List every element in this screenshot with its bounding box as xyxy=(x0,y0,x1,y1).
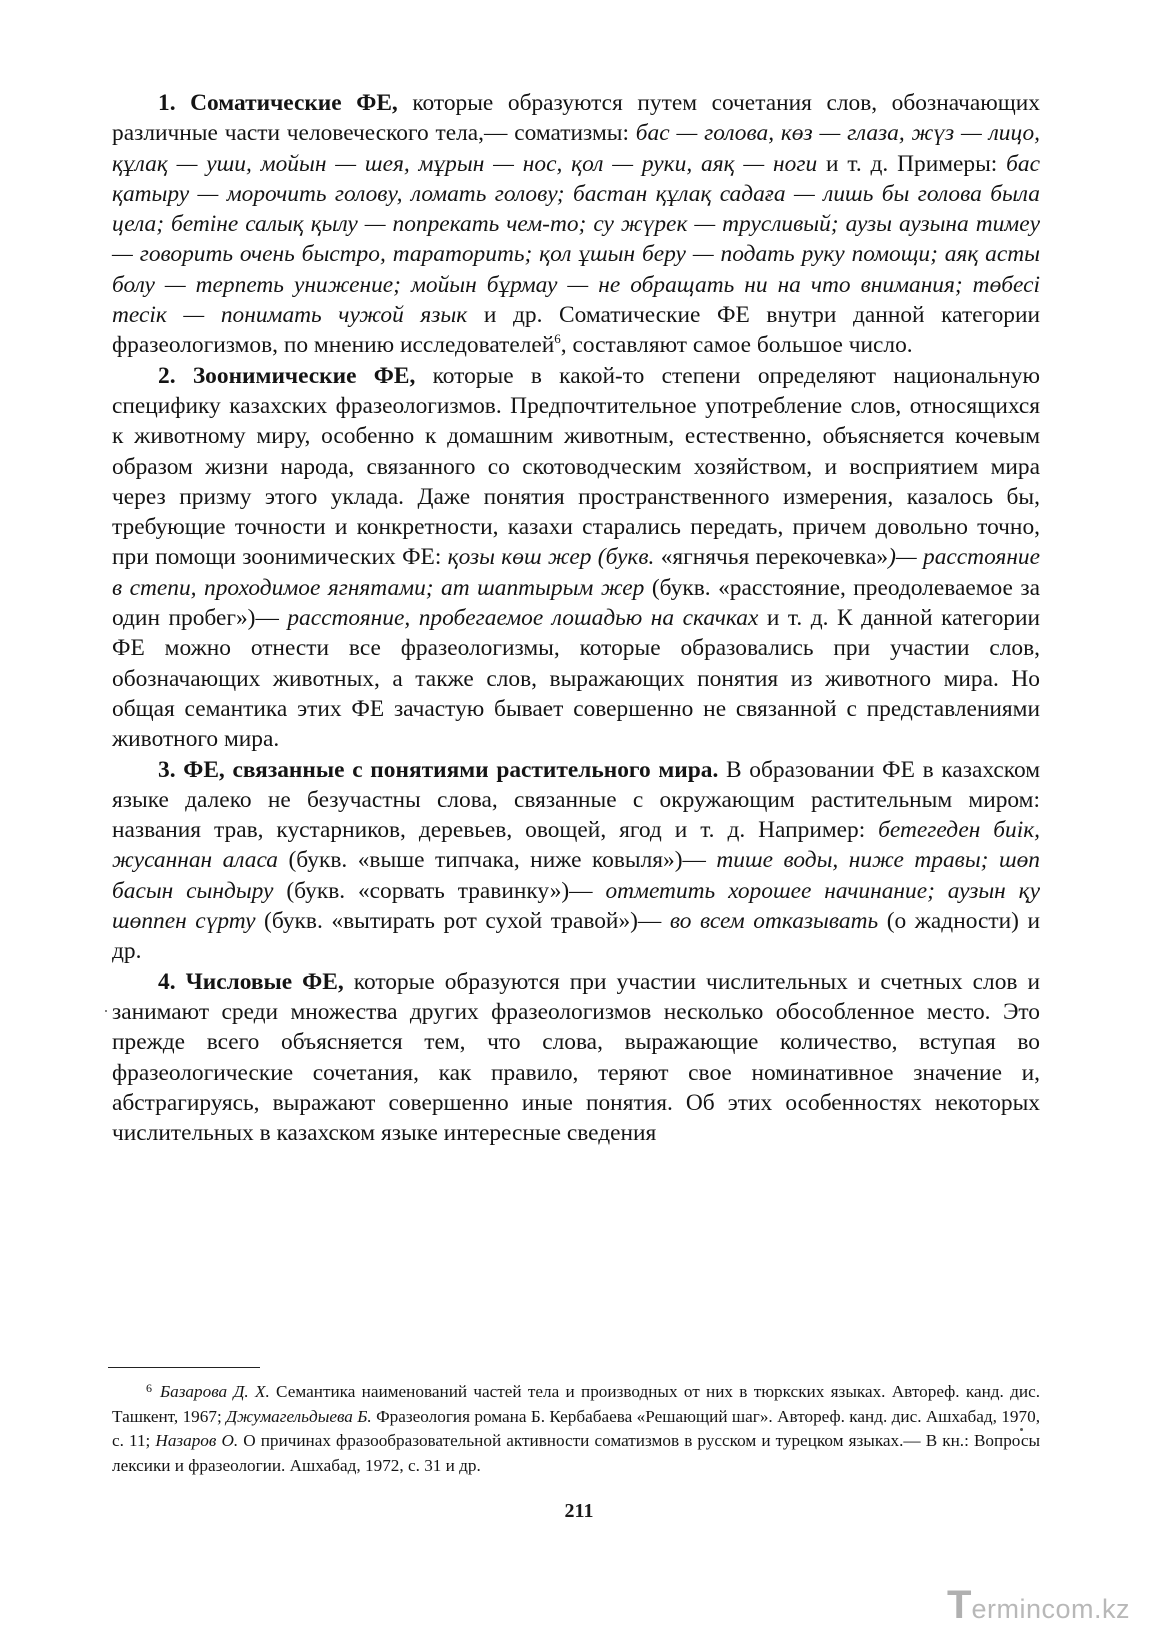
paragraph-text: и т. д. К данной категории ФЕ можно отнести все фразеологизмы, которые образовались при участии слов, обозначающих животных, а также слов, выражающих понятия из животного мира. Но общая семантика этих ФЕ зачастую бывает совершенно не связанной с представлениями животного мира. xyxy=(112,605,1040,753)
example-text: отметить хорошее начинание; аузын қу шөппен сүрту xyxy=(112,877,1040,935)
example-text: бетегеден биік, жусаннан аласа xyxy=(112,817,1041,874)
example-text: қозы көш жер (букв. xyxy=(447,544,655,571)
footnote-citation: О причинах фразообразовательной активности соматизмов в русском и турецком языках.— В кн.: Вопросы лексики и фразеологии. Ашхабад, 1972, с. 31 и др. xyxy=(112,1431,1040,1475)
paragraph-text: , составляют самое большое число. xyxy=(560,332,913,359)
paragraph-text: которые образуются при участии числительных и счетных слов и занимают среди множества других фразеологизмов несколько обособленное место. Это прежде всего объясняется тем, что слова, выражающие количество, вступая во фразеологические сочетания, как правило, теряют свое номинативное значение и, абстрагируясь, выражают совершенно иные понятия. Об этих особенностях некоторых числительных в казахском языке интересные сведения xyxy=(112,968,1040,1147)
paragraph-text: и т. д. Примеры: xyxy=(817,150,1007,177)
paragraph-text: (о жадности) и др. xyxy=(112,908,1041,965)
paragraph-text: (букв. «выше типчака, ниже ковыля»)— xyxy=(277,847,717,874)
page-body xyxy=(112,88,1040,1148)
footnote-mark: 6 xyxy=(146,1381,152,1395)
heading-plant: 3. ФЕ, связанные с понятиями растительного мира. xyxy=(158,756,719,783)
example-text: бас — голова, көз — глаза, жүз — лицо, құлақ — уши, мойын — шея, мұрын — нос, қол — руки, аяқ — ноги xyxy=(112,120,1040,177)
paragraph-zoonymic xyxy=(112,361,1040,755)
footnote-author: Джумагельдыева Б. xyxy=(226,1406,372,1426)
heading-numeric: 4. Числовые ФЕ, xyxy=(158,968,344,995)
footnote-author: Назаров О. xyxy=(155,1431,239,1450)
example-text: )— расстояние в степи, проходимое ягнятами; ат шаптырым жер xyxy=(112,544,1041,601)
footnote-citation: Семантика наименований частей тела и производных от них в тюркских языках. Автореф. канд. дис. Ташкент, 1967; xyxy=(112,1382,1040,1426)
footnote-author: Базарова Д. Х. xyxy=(160,1382,270,1401)
paragraph-text: В образовании ФЕ в казахском языке далеко не безучастны слова, связанные с окружающим растительным миром: названия трав, кустарников, деревьев, овощей, ягод и т. д. Например: xyxy=(112,756,1040,844)
footnote xyxy=(112,1376,1040,1478)
example-text: бас қатыру — морочить голову, ломать голову; бастан құлақ садаға — лишь бы голова была цела; бетіне салық қылу — попрекать чем-то; су жүрек — трусливый; аузы аузына тимеу — говорить очень быстро, тараторить; қол ұшын беру — подать руку помощи; аяқ асты болу — терпеть унижение; мойын бұрмау — не обращать ни на что внимания; төбесі тесік — понимать чужой язык xyxy=(112,150,1040,329)
example-text: тише воды, ниже травы; шөп басын сындыру xyxy=(112,847,1040,904)
paragraph-text: (букв. «расстояние, преодолеваемое за один пробег»)— xyxy=(112,574,1041,632)
footnote-reference[interactable]: 6 xyxy=(554,331,561,347)
footnote-text xyxy=(112,1376,1040,1478)
page-number: 211 xyxy=(564,1500,594,1522)
paragraph-text: которые образуются путем сочетания слов, обозначающих различные части человеческого тела,— соматизмы: xyxy=(112,90,1040,147)
paragraph-text: которые в какой-то степени определяют национальную специфику казахских фразеологизмов. Предпочтительное употребление слов, относящихся к животному миру, особенно к домашним животным, естественно, объясняется кочевым образом жизни народа, связанного со скотоводческим хозяйством, и восприятием мира через призму этого уклада. Даже понятия пространственного измерения, казалось бы, требующие точности и конкретности, казахи старались передать, причем довольно точно, при помощи зоонимических ФЕ: xyxy=(112,362,1040,571)
paragraph-text: (букв. «вытирать рот сухой травой»)— xyxy=(255,908,670,935)
scan-speck xyxy=(105,1010,107,1012)
paragraph-text: и др. Соматические ФЕ внутри данной категории фразеологизмов, по мнению исследователей xyxy=(112,302,1040,359)
heading-somatic: 1. Соматические ФЕ, xyxy=(158,90,398,116)
paragraph-text: «ягнячья перекочевка» xyxy=(654,544,889,571)
footnote-divider xyxy=(108,1367,260,1368)
watermark-text: ermincom.kz xyxy=(971,1594,1130,1624)
footnote-citation: Фразеология романа Б. Кербабаева «Решающий шаг». Автореф. канд. дис. Ашхабад, 1970, с. 11; xyxy=(112,1406,1040,1450)
scan-speck xyxy=(1020,1428,1023,1431)
paragraph-text: (букв. «сорвать травинку»)— xyxy=(273,877,606,904)
watermark-initial: T xyxy=(947,1583,972,1627)
example-text: во всем отказывать xyxy=(669,908,879,935)
heading-zoonymic: 2. Зоонимические ФЕ, xyxy=(158,362,416,389)
paragraph-somatic xyxy=(112,88,1040,361)
paragraph-plant xyxy=(112,755,1040,967)
watermark-logo xyxy=(947,1577,1130,1625)
example-text: расстояние, пробегаемое лошадью на скачках xyxy=(287,605,759,632)
paragraph-numeric xyxy=(112,967,1040,1149)
